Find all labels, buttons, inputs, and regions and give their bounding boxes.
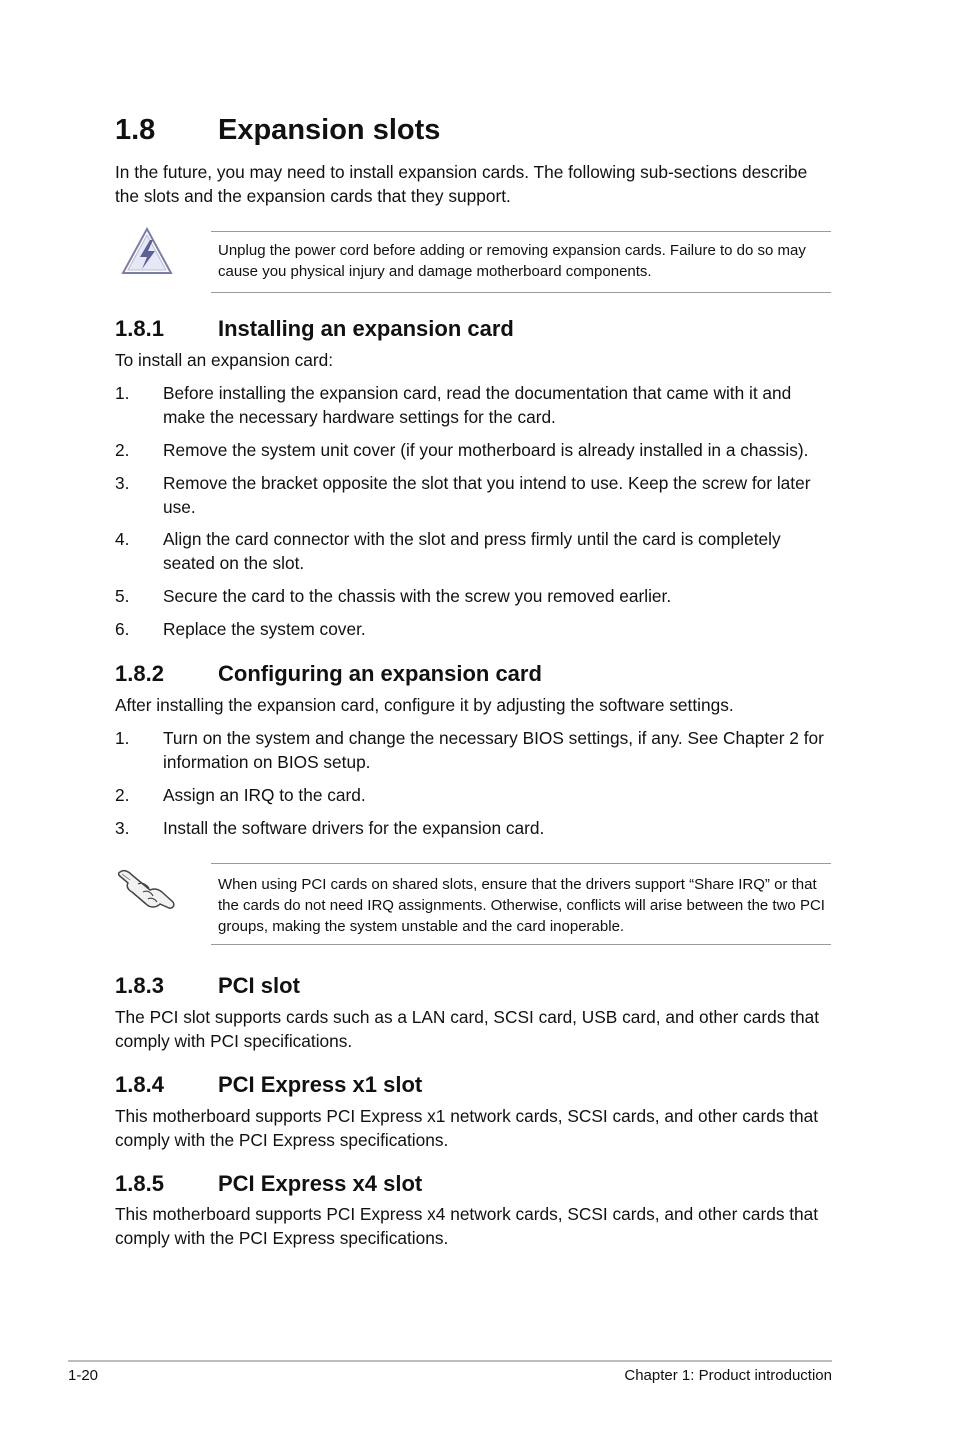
heading-title: PCI Express x1 slot xyxy=(218,1072,423,1097)
footer-divider xyxy=(68,1360,832,1362)
list-item xyxy=(115,472,835,519)
list-item-text: Before installing the expansion card, read the documentation that came with it and make the necessary hardware settings for the card. xyxy=(163,383,792,427)
pointing-hand-icon xyxy=(116,864,178,914)
list-item-text: Remove the bracket opposite the slot that you intend to use. Keep the screw for later use. xyxy=(163,473,811,517)
heading-installing xyxy=(115,316,514,342)
heading-title: PCI Express x4 slot xyxy=(218,1171,423,1196)
list-item xyxy=(115,585,835,609)
list-item-number: 5. xyxy=(115,586,130,606)
chapter-label: Chapter 1: Product introduction xyxy=(624,1367,832,1384)
list-item xyxy=(115,784,835,808)
list-item xyxy=(115,528,835,575)
heading-number: 1.8.5 xyxy=(115,1171,164,1196)
note-box xyxy=(211,863,831,945)
section-number: 1.8 xyxy=(115,114,156,146)
heading-pci-slot xyxy=(115,973,300,999)
warning-box xyxy=(211,231,831,293)
install-lead: To install an expansion card: xyxy=(115,350,334,370)
list-item-number: 3. xyxy=(115,818,130,838)
heading-pcie-x4 xyxy=(115,1171,422,1197)
list-item-number: 1. xyxy=(115,728,130,748)
list-item-text: Secure the card to the chassis with the screw you removed earlier. xyxy=(163,586,672,606)
warning-icon xyxy=(120,226,174,276)
list-item-text: Install the software drivers for the expansion card. xyxy=(163,818,545,838)
list-item-text: Assign an IRQ to the card. xyxy=(163,785,366,805)
heading-title: PCI slot xyxy=(218,973,300,998)
heading-title: Installing an expansion card xyxy=(218,316,514,341)
list-item-text: Align the card connector with the slot and press firmly until the card is completely seated on the slot. xyxy=(163,529,781,573)
list-item-number: 3. xyxy=(115,473,130,493)
heading-number: 1.8.4 xyxy=(115,1072,164,1097)
list-item-number: 4. xyxy=(115,529,130,549)
warning-text: Unplug the power cord before adding or removing expansion cards. Failure to do so may cause you physical injury and damage motherboard components. xyxy=(218,242,806,280)
list-item xyxy=(115,439,835,463)
list-item-text: Replace the system cover. xyxy=(163,619,366,639)
heading-title: Configuring an expansion card xyxy=(218,661,542,686)
list-item-number: 2. xyxy=(115,785,130,805)
heading-configuring xyxy=(115,661,542,687)
page-number: 1-20 xyxy=(68,1367,99,1384)
list-item xyxy=(115,382,835,429)
list-item xyxy=(115,618,835,642)
heading-number: 1.8.3 xyxy=(115,973,164,998)
list-item xyxy=(115,727,835,774)
heading-pcie-x1 xyxy=(115,1072,422,1098)
section-title: Expansion slots xyxy=(218,114,441,146)
list-item xyxy=(115,817,835,841)
list-item-number: 6. xyxy=(115,619,130,639)
pcie-x4-paragraph: This motherboard supports PCI Express x4 network cards, SCSI cards, and other cards that comply with the PCI Express specifications. xyxy=(115,1204,819,1248)
note-text: When using PCI cards on shared slots, ensure that the drivers support “Share IRQ” or that the cards do not need IRQ assignments. Otherwise, conflicts will arise between the two PCI groups, making the system unstable and the card inoperable. xyxy=(218,876,825,935)
heading-number: 1.8.2 xyxy=(115,661,164,686)
pci-slot-paragraph: The PCI slot supports cards such as a LAN card, SCSI card, USB card, and other cards that comply with PCI specifications. xyxy=(115,1007,820,1051)
list-item-number: 1. xyxy=(115,383,130,403)
page-title xyxy=(115,114,440,147)
configure-lead: After installing the expansion card, configure it by adjusting the software settings. xyxy=(115,695,734,715)
list-item-text: Turn on the system and change the necessary BIOS settings, if any. See Chapter 2 for information on BIOS setup. xyxy=(163,728,824,772)
list-item-number: 2. xyxy=(115,440,130,460)
intro-paragraph: In the future, you may need to install expansion cards. The following sub-sections describe the slots and the expansion cards that they support. xyxy=(115,162,808,206)
list-item-text: Remove the system unit cover (if your motherboard is already installed in a chassis). xyxy=(163,440,809,460)
pcie-x1-paragraph: This motherboard supports PCI Express x1 network cards, SCSI cards, and other cards that comply with the PCI Express specifications. xyxy=(115,1106,819,1150)
heading-number: 1.8.1 xyxy=(115,316,164,341)
